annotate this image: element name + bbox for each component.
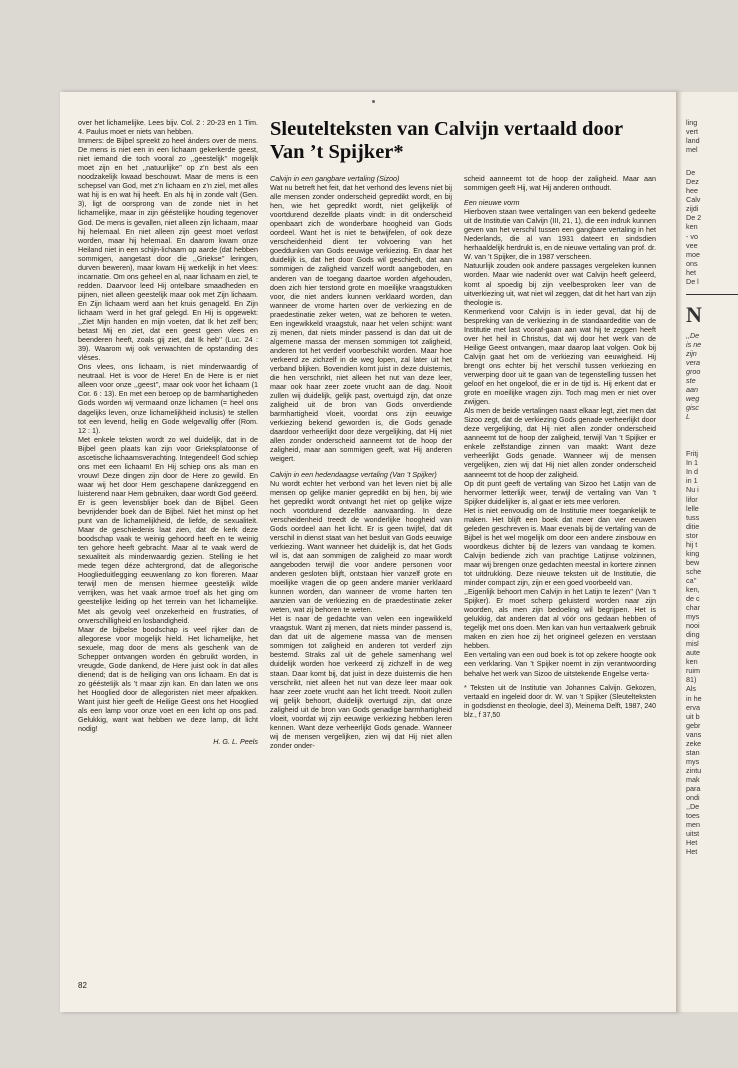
print-mark (372, 100, 375, 103)
page-number: 82 (78, 981, 87, 990)
footnote: * Teksten uit de Institutie van Johannes Calvijn. Gekozen, vertaald en ingeleid door dr. W. van ’t Spijker (Sleutelteksten in godsdienst en theologie, deel 3), Meinema Delft, 1987, 240 blz., f 37,50 (464, 684, 656, 719)
cropped-line: Het (686, 838, 698, 848)
cropped-line: uit b (686, 711, 700, 721)
magazine-page-right (682, 92, 738, 1012)
cropped-line: lifor (686, 494, 698, 504)
paragraph: Wat nu betreft het feit, dat het verhond des levens niet bij alle mensen zonder onderscheid gepredikt wordt, en bij hen, wie het gepredikt wordt, niet gelijkelijk of voortdurend dezelfde plaats vindt: in dit onderscheid openbaart zich de wonderbare hoogheid van Gods oordeel. Want het is niet te betwijfelen, of ook deze verscheidenheid dient ter volvoering van het goeddunken van Gods eeuwige verkiezing. En daar het duidelijk is, dat het door Gods wil geschiedt, dat aan sommigen de zaligheid vanzelf wordt aangeboden, en anderen van de toegang daartoe worden afgehouden, doen zich hier terstond grote en moeilijke vraagstukken voor, die niet anders kunnen verklaard worden, dan wanneer de vrome harten over de verkiezing en de praedestinatie zeker weten, wat ze behoren te weten. Een ingewikkeld vraagstuk, naar het velen schijnt: want zij menen, dat niets minder passend is dan dat uit de algemene massa der mensen sommigen tot zaligheid, anderen tot het verderf voorbeschikt worden. Maar hoe verkeerd ze zichzelf in de weg lopen, zal later uit het verband blijken. Bovendien komt juist in deze duisternis, die hen verschrikt, niet alleen het nut van deze leer, maar ook haar zeer zoete vrucht aan de dag. Nooit zullen wij duidelijk, gelijk past, overtuigd zijn, dat onze zaligheid uit de bron van Gods onverdiende barmhartigheid vloeit, voordat ons zijn eeuwige verkiezing bekend geworden is, die Gods genade daardoor verheerlijkt door deze vergelijking, dat Hij niet allen zonder onderscheid aanneemt tot de hoop der zaligheid, maar aan sommigen geeft, wat Hij anderen weigert. (270, 183, 452, 464)
cropped-line: De 2 (686, 213, 702, 223)
divider (686, 294, 738, 295)
cropped-line: de c (686, 594, 700, 604)
author-signature: H. G. L. Peels (213, 737, 258, 747)
cropped-line: zijn (686, 348, 697, 358)
cropped-line: - vo (686, 231, 698, 241)
cropped-line: zijdi (686, 204, 699, 214)
cropped-line: ken, (686, 584, 700, 594)
cropped-line: nooi (686, 621, 700, 631)
paragraph: Maar de bijbelse boodschap is veel rijker dan de allegorese voor mogelijk hield. Het lichamelijke, het sexuele, mag door de mens als geschenk van de Schepper ontvangen worden én gebruikt worden, in vreugde, Gode dankend, de Here juist ook ín dat alles dienend; dat is de heiliging van ons lichaam. En dat is zo géésteIijk als ’t maar zijn kan. En dan laten we ons het Hooglied door de allegoristen niet meer afpakken. Want juist hier geeft de Heilige Geest ons het Hooglied als een lamp voor onze voet en een licht op ons pad. Gelukkig, want wat hebben we deze lamp, dit licht nodig! (78, 624, 258, 734)
cropped-line: men (686, 820, 700, 830)
cropped-line: vera (686, 357, 700, 367)
cropped-line: king (686, 548, 700, 558)
cropped-line: vee (686, 240, 698, 250)
cropped-line: tuss (686, 512, 700, 522)
paragraph: Natuurlijk zouden ook andere passages vergeleken kunnen worden. Maar wie nadenkt over wat Calvijn heeft geleerd, komt al spoedig bij zijn veelbesproken leer van de uitverkiezing uit, wat niet wil zeggen, dat dit het hart van zijn theologie is. (464, 261, 656, 307)
cropped-line: L (686, 412, 690, 422)
column-left (78, 118, 258, 938)
paragraph: ,,Eigenlijk behoort men Calvijn in het Latijn te lezen’’ (Van ’t Spijker). Er moet scherp geluisterd worden naar zijn woorden, als men zijn bedoeling wil begrijpen. Het is gelukkig, dat anderen dat al vóór ons gedaan hebben of tegelijk met ons doen. Men kan van hun vertaalwerk gebruik maken en zien hoe zij het origineel gelezen en verstaan hebben. (464, 587, 656, 651)
paragraph: Kenmerkend voor Calvijn is in ieder geval, dat hij de bespreking van de verkiezing in de standaardeditie van de Institutie met last vooraf-gaan aan wat hij te zeggen heeft over het heil in Christus, dat wij door het werk van de Heilige Geest ontvangen, maar daarop laat volgen. Ook bij Calvijn gaat het om de verkiezing van eeuwigheid. Hij brengt ons echter bij het verschil tussen verkiezing en verwerping door uit te gaan van de tegenstelling tussen het geloof en het ongeloof, die er in de tijd is. Hij erkent dat er grote en moeilijke vragen zijn. Toch mag men er niet over zwijgen. (464, 306, 656, 407)
paragraph: Hierboven staan twee vertalingen van een bekend gedeelte uit de Institutie van Calvijn (III, 21, 1), die een indruk kunnen geven van het verschil tussen een gangbare vertaling in het Nederlands, die al van 1931 dateert en sindsdien herhaaldelijk herdrukt is, en de nieuwe vertaling van prof. dr. W. van ’t Spijker, die in 1987 verscheen. (464, 207, 656, 262)
cropped-line: vert (686, 127, 698, 137)
cropped-line: ,,De (686, 330, 700, 340)
cropped-line: sche (686, 566, 702, 576)
cropped-line: mel (686, 145, 698, 155)
cropped-line: ondi (686, 793, 700, 803)
paragraph: Immers: de Bijbel spreekt zo heel ánders over de mens. De mens is niet een in een lichaam gekerkerde geest, niet iemand die toch vooral zo ,,geestelijk’’ mogelijk moet zijn en het ,,natuurlijke’’ op z’n best als een noodzakelijk kwaad beschouwt. Maar de mens is een schepsel van God, met z’n lichaam en z’n ziel, met alles wat hij is en wat hij heeft. En als hij in zonde valt (Gen. 3), ligt de oorsprong van de zonde niet in het lichamelijke, maar in zijn géésteIijke houding tegenover God. De mens is gevallen, niet alleen zijn lichaam, maar hij helemaal. En niet alleen zijn geest moet verlost worden, maar hij helemaal. En daarom kwam onze Heiland niet in een schijn-lichaam op aarde (dat hebben sommigen, aangetast door die ,,Griekse’’ leringen, durven beweren), maar kwam Hij werkelijk in het vlees: incarnatie. Om ons geheel en al, naar lichaam en ziel, te redden. Daarvoor leed Hij ontelbare smaadheden en pijnen, niet alleen geestelijk maar ook met Zijn lichaam. En Zijn lichaam werd aan het kruis genageld. En Zijn lichaam ’werd in het graf gelegd. En Hij is opgewekt: ,,Ziet Mijn handen en mijn voeten, dat Ik het zelf ben; betast Mij en ziet, dat een geest geen vlees en beenderen heeft, zoals gij ziet, dat Ik heb’’ (Luc. 24 : 39). Waarom wij ook verwachten de opstanding des vléses. (78, 136, 258, 363)
paragraph: Ons vlees, ons lichaam, is niet minderwaardig of neutraal. Het is voor de Here! En de Here is er niet alleen voor onze ,,geest’’, maar ook voor het lichaam (1 Cor. 6 : 13). En met een beroep op de barmhartigheden Gods worden wij vermaand onze lichamen (= heel ons dagelijks leven, onze lichamelijkheid inclusis) te stellen tot een levend, heilig en Gode welgevallig offer (Rom. 12 : 1). (78, 362, 258, 435)
cropped-line: Als (686, 684, 696, 694)
cropped-line: het (686, 267, 696, 277)
cropped-line: ons (686, 258, 698, 268)
paragraph: Als men de beide vertalingen naast elkaar legt, ziet men dat Sizoo zegt, dat de verkiezing Gods genade verheerlijkt door deze vergelijking, dat Hij niet allen zonder onderscheid aanneemt tot de hoop der zaligheid, terwijl Van ’t Spijker er enkele zelfstandige zinnen van maakt: Want deze verheerlijkt Gods genade. Wanneer wij de mensen vergelijken, zien wij dat Hij niet allen zonder onderscheid aanneemt tot de hoop der zaligheid. (464, 406, 656, 479)
paragraph: Nu wordt echter het verbond van het leven niet bij alle mensen op gelijke manier gepredikt en bij hen, bij wie het gepredikt wordt ontvangt het niet op gelijke wijze noch voortdurend dezelfde aanvaarding. In deze verscheidenheid treedt de wonderlijke hoogheid van Gods oordeel aan het licht. Er is geen twijfel, dat dit verschil in dienst staat van het besluit van Gods eeuwige verkiezing. Want wanneer het duidelijk is, dat het Gods wil is, dat aan sommigen de zaligheid zo maar wordt aangeboden terwijl die voor andere personen voor anderen gesloten blijft, ontstaan hier vanzelf grote en moeilijke vragen die op geen andere manier verklaard kunnen worden, dan wanneer de vrome harten ten aanzien van de verkiezing en de praedestinatie zeker weten, wat zij behoren te weten. (270, 478, 452, 615)
cropped-line: Het (686, 847, 698, 857)
paragraph: Met enkele teksten wordt zo wel duidelijk, dat in de Bijbel geen plaats kan zijn voor Grieksplatoonse of ascetische lichaamsverachting. Integendeel! God schiep ons met een lichaam! En Hij schiep ons als man en vrouw! Deze dingen zijn door de Here zo gewild. En waar wij het door Hem geschapene dankzeggend en luisterend naar Hem gebruiken, daar wordt God geëerd. Er is geen levensblijer boek dan de Bijbel. Geen bevrijdender boek dan de Bijbel. Niet het minst op het punt van de lichamelijkheid, de liefde, de sexualiteit. Maar de geschiedenis laat zien, dat de kerk deze boodschap vaak te weinig gehoord heeft en te weinig ten gehore heeft gebracht. Maar al te vaak werd de sexualiteit als minderwaardig gezien. Stelling ie het mede tegen déze achtergrond, dat de allegorische Hooglieduitlegging eeuwenlang zo kon floreren. Maar terwijl men de mensen hiermee geestelijk wilde verrijken, was het vaak armoe troef als het ging om geestelijke leiding op het terrein van het lichamelijke. Met als gevolg veel onzekerheid en frustraties, of onverschilligheid en losbandigheid. (78, 434, 258, 625)
section-subheading: Calvijn in een hedendaagse vertaling (Van ’t Spijker) (270, 469, 437, 479)
cropped-line: In 1 (686, 458, 698, 468)
cropped-line: hij t (686, 539, 698, 549)
column-right (464, 174, 656, 934)
cropped-line: erva (686, 702, 700, 712)
section-subheading: Calvijn in een gangbare vertaling (Sizoo) (270, 174, 400, 183)
paragraph: Op dit punt geeft de vertaling van Sizoo het Latijn van de hervormer letterlijk weer, terwijl de vertaling van Van ’t Spijker duidelijker is, al gaat er iets mee verloren. (464, 478, 656, 506)
paragraph: scheid aanneemt tot de hoop der zaligheid. Maar aan sommigen geeft Hij, wat Hij anderen onthoudt. (464, 174, 656, 193)
cropped-line: aute (686, 648, 700, 658)
cropped-line: zintu (686, 765, 702, 775)
column-middle (270, 174, 452, 934)
cropped-line: lelle (686, 503, 699, 513)
cropped-line: ding (686, 630, 700, 640)
cropped-line: ken (686, 222, 698, 232)
cropped-line: ,,De (686, 802, 700, 812)
cropped-line: stor (686, 530, 698, 540)
cropped-line: bew (686, 557, 700, 567)
cropped-line: uitst (686, 829, 700, 839)
paragraph: Een vertaling van een oud boek is tot op zekere hoogte ook een verklaring. Van ’t Spijker noemt in zijn verantwoording behalve het werk van Sizoo de uitstekende Engelse verta- (464, 650, 656, 678)
cropped-line: mak (686, 774, 700, 784)
paragraph: Het is niet eenvoudig om de Institutie meer toegankelijk te maken. Het blijft een boek dat meer dan vier eeuwen geleden geschreven is. Maar evenals bij de vertaling van de Bijbel is het wel mogelijk om door een andere zinsbouw en woordkeus dichter bij de lezers van vandaag te komen. Calvijn bediende zich van prachtige Latijnse volzinnen, maar wij brengen onze gedachten meestal in kortere zinnen tot uitdrukking. Deze nieuwe teksten uit de Institutie, die minder compact zijn, zijn er een goed voorbeeld van. (464, 505, 656, 588)
cropped-line: aan (686, 385, 698, 395)
cropped-line: zeke (686, 738, 702, 748)
cropped-line: stan (686, 747, 700, 757)
cropped-heading: N (686, 302, 702, 327)
cropped-line: gebr (686, 720, 701, 730)
cropped-line: De l (686, 276, 699, 286)
column-cropped (686, 118, 738, 856)
cropped-line: para (686, 784, 701, 793)
cropped-line: mys (686, 612, 700, 622)
cropped-line: moe (686, 249, 700, 259)
cropped-line: 81) (686, 675, 697, 685)
section-subheading: Een nieuwe vorm (464, 198, 520, 208)
cropped-line: Dez (686, 177, 699, 187)
cropped-line: Fritj (686, 449, 698, 459)
cropped-line: vans (686, 729, 702, 739)
cropped-line: in he (686, 693, 702, 703)
paragraph: Het is naar de gedachte van velen een ingewikkeld vraagstuk. Want zij menen, dat niets minder passend is, dan dat uit de algemene massa van de mensen sommigen tot zaligheid en anderen tot verderf zijn bestemd. Straks zal uit de gehele samenhang wel duidelijk worden hoe verkeerd zij zichzelf in de weg staan. Daar komt bij, dat juist in deze duisternis die hen verschrikt, niet alleen het nut van deze leer maar ook haar zeer zoete vrucht aan het licht treedt. Nooit zullen wij gelijk behoort, duidelijk overtuigd zijn, dat onze zaligheid uit de bron van Gods genadige barmhartigheid vloeit, voordat wij zijn eeuwige verkiezing hebben leren kennen. Want deze verheerlijkt Gods genade. Wanneer wij de mensen vergelijken, zien wij dat Hij niet allen zonder onder- (270, 614, 452, 750)
cropped-line: mys (686, 756, 700, 766)
magazine-page-left (60, 92, 678, 1012)
cropped-line: Calv (686, 195, 701, 205)
cropped-line: land (686, 136, 700, 146)
cropped-line: char (686, 603, 700, 613)
cropped-line: ca’’ (686, 575, 697, 585)
cropped-line: Nu i (686, 485, 699, 495)
cropped-line: ditie (686, 521, 700, 531)
cropped-line: De (686, 168, 696, 178)
cropped-line: groo (686, 366, 701, 376)
cropped-line: ste (686, 376, 696, 386)
cropped-line: toes (686, 811, 700, 821)
cropped-line: ruim (686, 666, 700, 676)
cropped-line: is ne (686, 339, 702, 349)
cropped-line: ken (686, 657, 698, 667)
cropped-line: misl (686, 639, 699, 649)
article-title: Sleutelteksten van Calvijn vertaald door Van ’t Spijker* (270, 118, 623, 163)
cropped-line: hee (686, 186, 698, 196)
paragraph: over het lichamelijke. Lees bijv. Col. 2 : 20-23 en 1 Tim. 4. Paulus moet er niets van hebben. (78, 118, 258, 137)
cropped-line: In d (686, 467, 698, 477)
cropped-line: ling (686, 118, 698, 127)
cropped-line: gisc (686, 403, 699, 413)
cropped-line: weg (686, 394, 700, 404)
cropped-line: in 1 (686, 476, 698, 486)
